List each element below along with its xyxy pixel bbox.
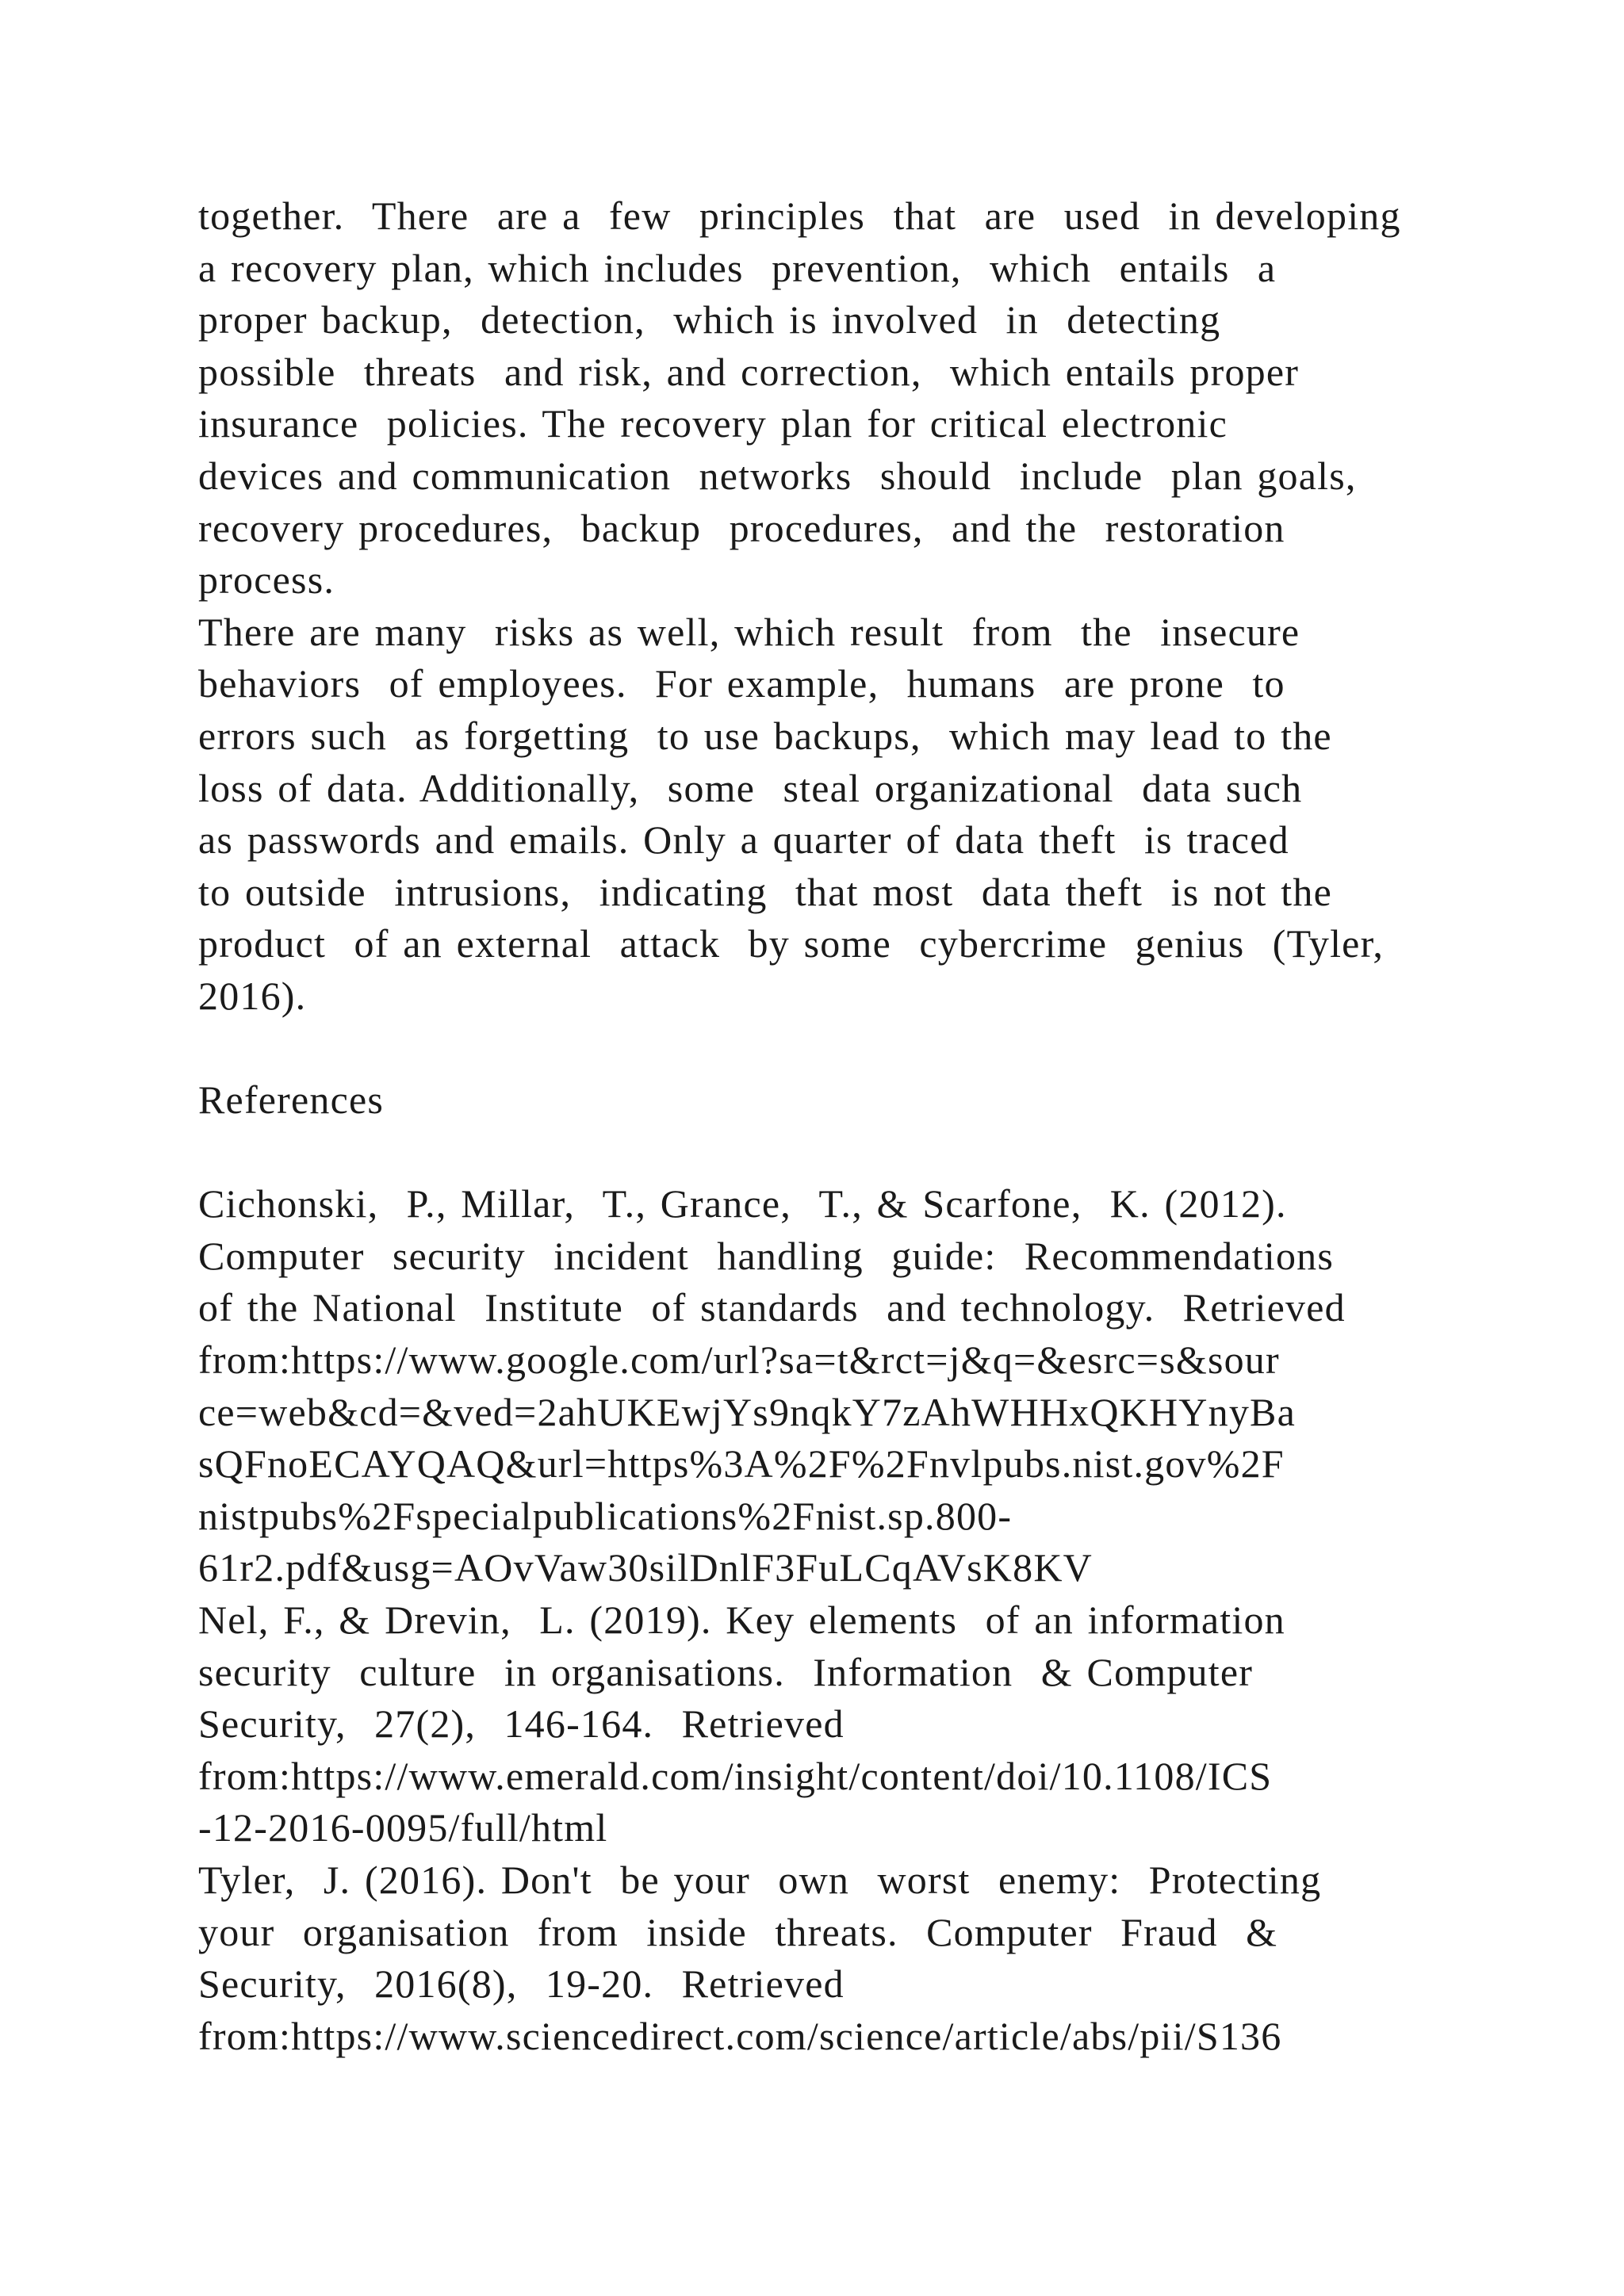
reference-line: your organisation from inside threats. Computer Fraud & [198, 1909, 1278, 1954]
text-line: There are many risks as well, which result from the insecure [198, 609, 1300, 654]
text-line: loss of data. Additionally, some steal organizational data such [198, 765, 1303, 810]
reference-url-line: nistpubs%2Fspecialpublications%2Fnist.sp.800- [198, 1493, 1013, 1538]
text-line: insurance policies. The recovery plan for critical electronic [198, 401, 1228, 446]
reference-line: security culture in organisations. Information & Computer [198, 1649, 1254, 1694]
spacer [198, 1023, 1451, 1075]
text-line: possible threats and risk, and correction, which entails proper [198, 349, 1300, 394]
text-line: a recovery plan, which includes prevention, which entails a [198, 245, 1277, 290]
document-page [198, 190, 1451, 2062]
spacer [198, 1127, 1451, 1179]
reference-entry-cichonski [198, 1178, 1451, 1594]
references-heading: References [198, 1077, 385, 1123]
reference-url-line: from:https://www.google.com/url?sa=t&rct=j&q=&esrc=s&sour [198, 1337, 1280, 1383]
body-paragraph-1 [198, 190, 1451, 607]
text-line: recovery procedures, backup procedures, and the restoration [198, 505, 1285, 550]
text-line: behaviors of employees. For example, humans are prone to [198, 661, 1285, 706]
reference-line: Security, 27(2), 146-164. Retrieved [198, 1701, 845, 1747]
reference-url-line: from:https://www.emerald.com/insight/content/doi/10.1108/ICS [198, 1753, 1273, 1798]
text-line: to outside intrusions, indicating that most data theft is not the [198, 869, 1332, 914]
reference-line: Nel, F., & Drevin, L. (2019). Key elements of an information [198, 1598, 1285, 1643]
reference-entry-nel [198, 1594, 1451, 1854]
text-line: as passwords and emails. Only a quarter of data theft is traced [198, 817, 1289, 863]
reference-url-line: sQFnoECAYQAQ&url=https%3A%2F%2Fnvlpubs.nist.gov%2F [198, 1441, 1285, 1487]
reference-line: Tyler, J. (2016). Don't be your own worst enemy: Protecting [198, 1858, 1322, 1902]
reference-url-line: 61r2.pdf&usg=AOvVaw30silDnlF3FuLCqAVsK8KV [198, 1545, 1093, 1590]
text-line: proper backup, detection, which is involved in detecting [198, 297, 1221, 342]
reference-line: Cichonski, P., Millar, T., Grance, T., & Scarfone, K. (2012). [198, 1181, 1287, 1226]
reference-line: of the National Institute of standards and technology. Retrieved [198, 1285, 1346, 1330]
text-line: together. There are a few principles that are used in developing [198, 193, 1401, 238]
text-line: errors such as forgetting to use backups, which may lead to the [198, 713, 1332, 758]
text-line: 2016). [198, 973, 307, 1018]
text-line: product of an external attack by some cybercrime genius (Tyler, [198, 921, 1385, 966]
reference-entry-tyler [198, 1854, 1451, 2062]
reference-url-line: -12-2016-0095/full/html [198, 1805, 608, 1850]
body-paragraph-2 [198, 607, 1451, 1023]
reference-url-line: from:https://www.sciencedirect.com/science/article/abs/pii/S136 [198, 2013, 1282, 2058]
reference-url-line: ce=web&cd=&ved=2ahUKEwjYs9nqkY7zAhWHHxQKHYnyBa [198, 1389, 1296, 1434]
reference-line: Computer security incident handling guide: Recommendations [198, 1233, 1335, 1278]
text-line: devices and communication networks should include plan goals, [198, 453, 1357, 498]
text-line: process. [198, 557, 335, 603]
reference-line: Security, 2016(8), 19-20. Retrieved [198, 1961, 845, 2007]
